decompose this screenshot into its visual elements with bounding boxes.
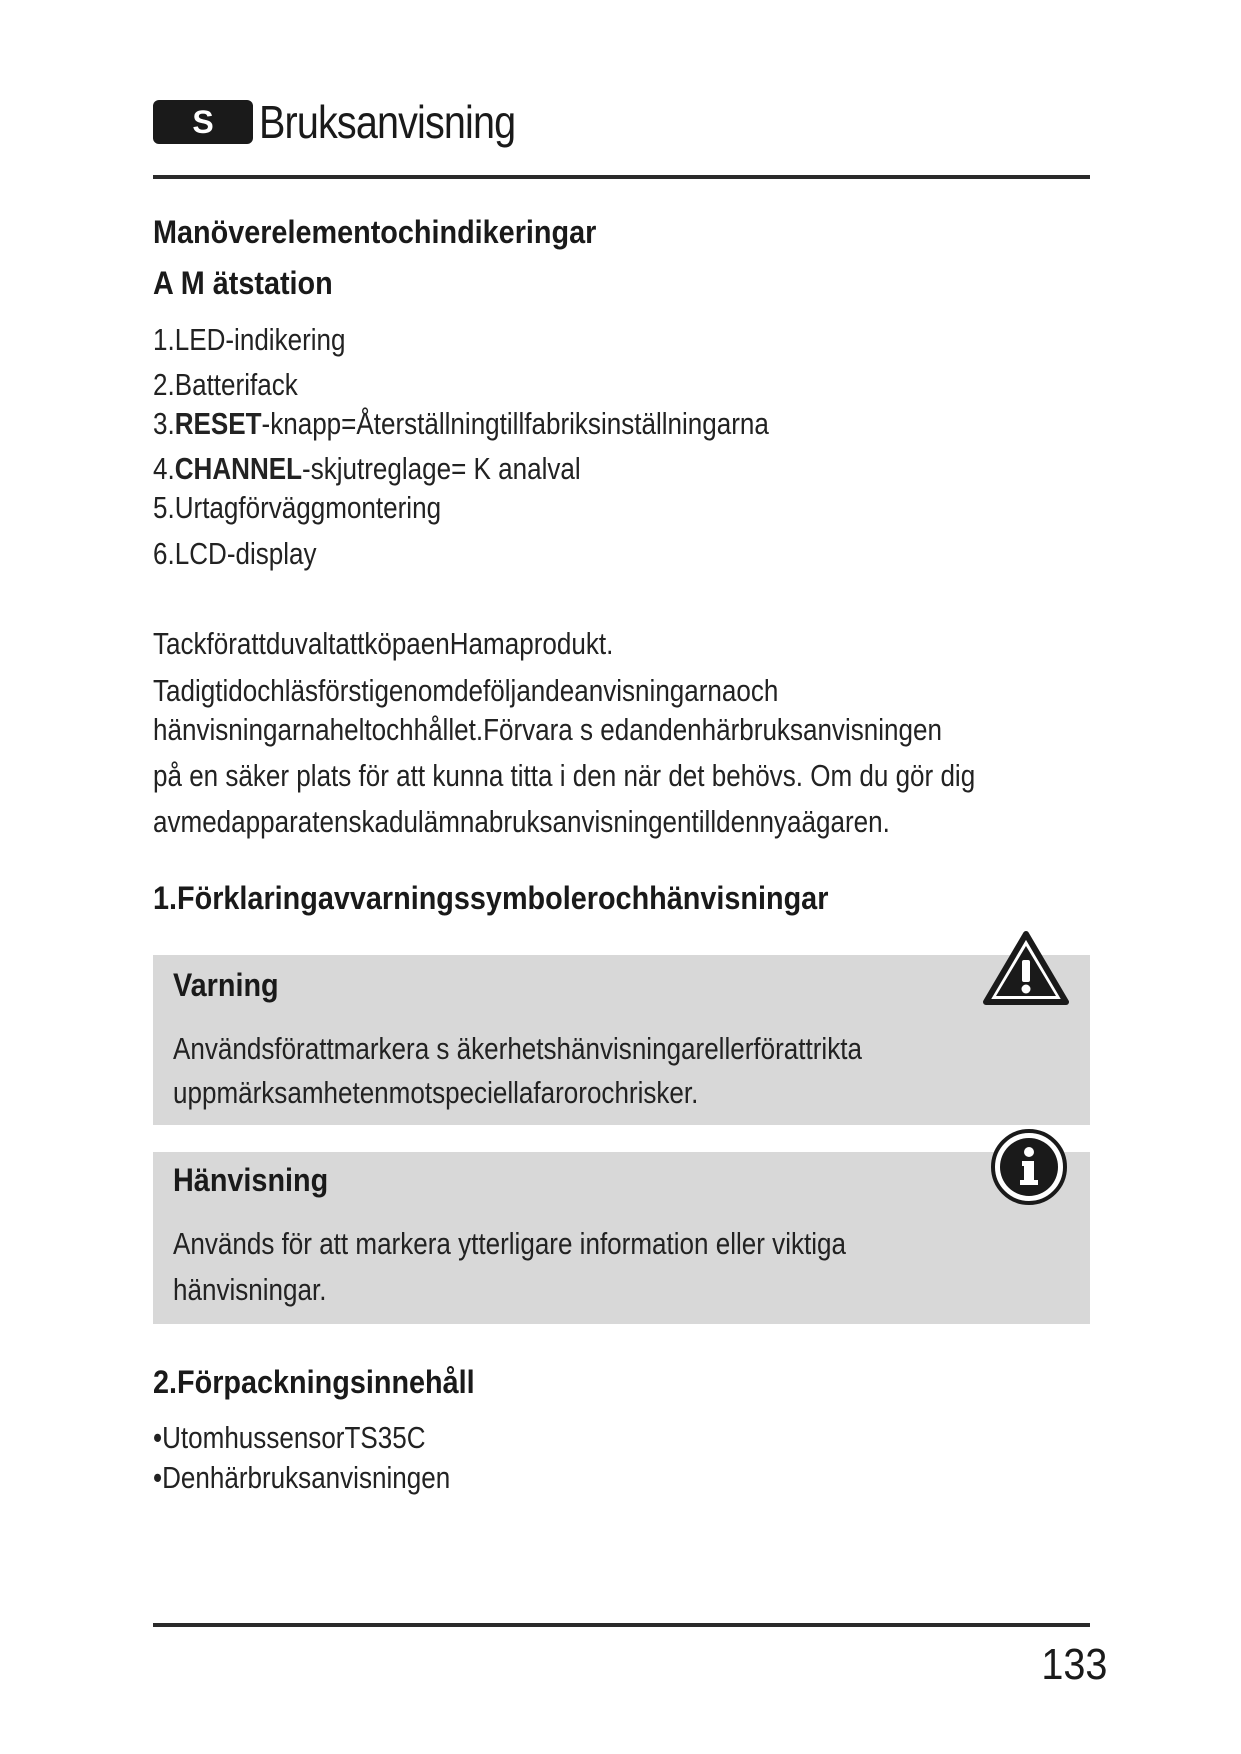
warning-triangle-icon — [983, 930, 1069, 1006]
header-divider — [153, 175, 1090, 179]
warning-title: Varning — [173, 967, 279, 1003]
page-number: 133 — [1040, 1640, 1107, 1689]
warning-box — [153, 955, 1090, 1125]
intro-line: hänvisningarnaheltochhållet.Förvara s edandenhärbruksanvisningen — [153, 712, 942, 747]
control-item: 6.LCD-display — [153, 536, 317, 571]
notice-text-line: Används för att markera ytterligare information eller viktiga — [173, 1226, 846, 1261]
controls-subheading: A M ätstation — [153, 265, 333, 301]
package-item: •UtomhussensorTS35C — [153, 1420, 426, 1455]
notice-text-line: hänvisningar. — [173, 1272, 327, 1307]
control-item: 5.Urtagförväggmontering — [153, 490, 442, 525]
controls-heading: Manöverelementochindikeringar — [153, 214, 597, 250]
info-icon — [990, 1128, 1068, 1206]
notice-box — [153, 1152, 1090, 1324]
footer-divider — [153, 1623, 1090, 1627]
warning-text-line: uppmärksamhetenmotspeciellafarorochrisker. — [173, 1075, 699, 1110]
package-item: •Denhärbruksanvisningen — [153, 1460, 451, 1495]
warning-text-line: Användsförattmarkera s äkerhetshänvisningarellerförattrikta — [173, 1031, 862, 1066]
intro-line: Tadigtidochläsförstigenomdeföljandeanvisningarnaoch — [153, 673, 779, 708]
page-title: Bruksanvisning — [259, 96, 516, 148]
language-badge: S — [153, 100, 253, 144]
section1-heading: 1.Förklaringavvarningssymbolerochhänvisningar — [153, 880, 829, 916]
intro-line: avmedapparatenskadulämnabruksanvisningentilldennyaägaren. — [153, 804, 890, 839]
page-header — [153, 95, 557, 149]
notice-title: Hänvisning — [173, 1162, 329, 1198]
control-item: 1.LED-indikering — [153, 322, 346, 357]
control-item: 2.Batterifack — [153, 367, 298, 402]
control-item: 3.RESET-knapp=Återställningtillfabriksinställningarna — [153, 406, 769, 441]
control-item: 4.CHANNEL-skjutreglage= K analval — [153, 451, 581, 486]
section2-heading: 2.Förpackningsinnehåll — [153, 1364, 475, 1400]
intro-line: TackförattduvaltattköpaenHamaprodukt. — [153, 626, 614, 661]
intro-line: på en säker plats för att kunna titta i den när det behövs. Om du gör dig — [153, 758, 976, 793]
